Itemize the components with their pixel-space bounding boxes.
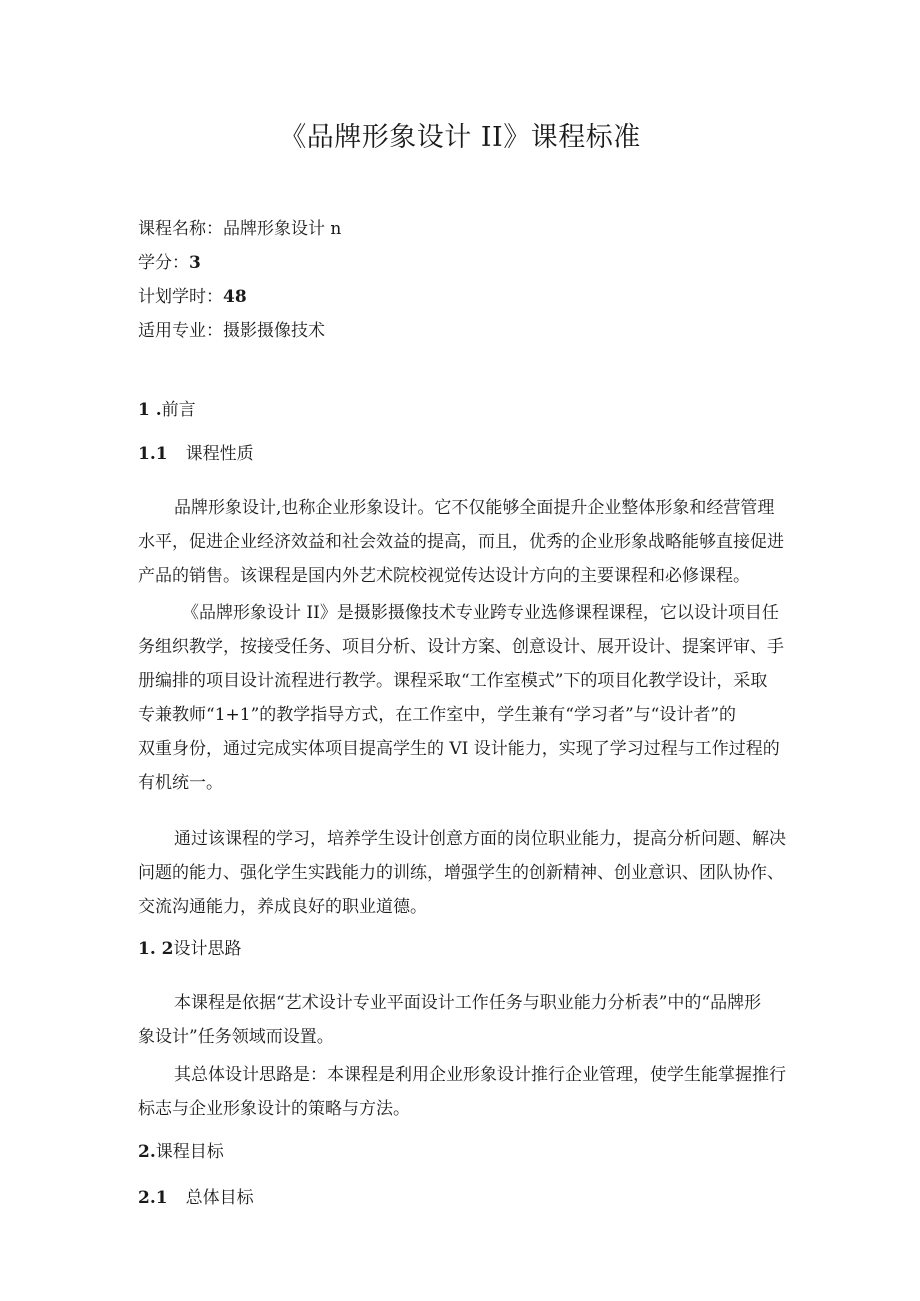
paragraph-design-idea-2: [138, 1058, 798, 1126]
meta-major-label: 适用专业：: [138, 321, 223, 341]
section-1-2-title: 设计思路: [173, 939, 242, 959]
paragraph-course-nature-3: [138, 822, 798, 924]
paragraph-line: 问题的能力、强化学生实践能力的训练，增强学生的创新精神、创业意识、团队协作、: [138, 863, 784, 883]
paragraph-line: 水平，促进企业经济效益和社会效益的提高，而且，优秀的企业形象战略能够直接促进: [138, 532, 784, 552]
paragraph-line: 标志与企业形象设计的策略与方法。: [138, 1099, 410, 1119]
paragraph-course-nature-2: [138, 596, 798, 800]
paragraph-line: 通过该课程的学习，培养学生设计创意方面的岗位职业能力，提高分析问题、解决: [174, 829, 786, 849]
paragraph-line: 其总体设计思路是：本课程是利用企业形象设计推行企业管理，使学生能掌握推行: [174, 1065, 786, 1085]
paragraph-line: 有机统一。: [138, 773, 223, 793]
paragraph-course-nature-1: [138, 491, 798, 593]
meta-course-name: [138, 217, 341, 241]
section-1-1-title: 课程性质: [185, 444, 254, 464]
section-2-number: 2.: [138, 1142, 156, 1162]
section-1-title: 前言: [161, 400, 196, 420]
meta-major-value: 摄影摄像技术: [223, 321, 325, 341]
meta-hours-label: 计划学时：: [138, 287, 223, 307]
section-1-1-number: 1.1: [138, 444, 168, 464]
paragraph-line: 专兼教师“1+1”的教学指导方式，在工作室中，学生兼有“学习者”与“设计者”的: [138, 705, 737, 725]
paragraph-line: 《品牌形象设计 II》是摄影摄像技术专业跨专业选修课程课程，它以设计项目任: [182, 603, 779, 623]
meta-major: [138, 319, 325, 343]
paragraph-line: 双重身份，通过完成实体项目提高学生的 VI 设计能力，实现了学习过程与工作过程的: [138, 739, 780, 759]
section-1-heading: [138, 398, 196, 422]
section-2-1-heading: [138, 1186, 254, 1210]
meta-credit-label: 学分：: [138, 253, 189, 273]
meta-hours-value: 48: [223, 287, 247, 307]
meta-credit: [138, 251, 201, 275]
paragraph-design-idea-1: [138, 986, 798, 1054]
meta-hours: [138, 285, 247, 309]
meta-course-name-value: 品牌形象设计 n: [223, 219, 342, 239]
section-1-2-number: 1. 2: [138, 939, 174, 959]
section-1-2-heading: [138, 937, 242, 961]
meta-course-name-label: 课程名称：: [138, 219, 223, 239]
document-title: 《品牌形象设计 II》课程标准: [279, 122, 641, 153]
paragraph-line: 品牌形象设计,也称企业形象设计。它不仅能够全面提升企业整体形象和经营管理: [174, 498, 775, 518]
paragraph-line: 产品的销售。该课程是国内外艺术院校视觉传达设计方向的主要课程和必修课程。: [138, 566, 750, 586]
section-1-1-heading: [138, 442, 254, 466]
paragraph-line: 交流沟通能力，养成良好的职业道德。: [138, 897, 427, 917]
section-2-1-title: 总体目标: [185, 1188, 254, 1208]
section-1-number: 1 .: [138, 400, 162, 420]
paragraph-line: 册编排的项目设计流程进行教学。课程采取“工作室模式”下的项目化教学设计，采取: [138, 671, 768, 691]
section-2-title: 课程目标: [155, 1142, 224, 1162]
meta-credit-value: 3: [189, 253, 201, 273]
section-2-1-number: 2.1: [138, 1188, 168, 1208]
paragraph-line: 象设计”任务领域而设置。: [138, 1027, 334, 1047]
paragraph-line: 本课程是依据“艺术设计专业平面设计工作任务与职业能力分析表”中的“品牌形: [174, 993, 762, 1013]
paragraph-line: 务组织教学，按接受任务、项目分析、设计方案、创意设计、展开设计、提案评审、手: [138, 637, 784, 657]
section-2-heading: [138, 1140, 224, 1164]
